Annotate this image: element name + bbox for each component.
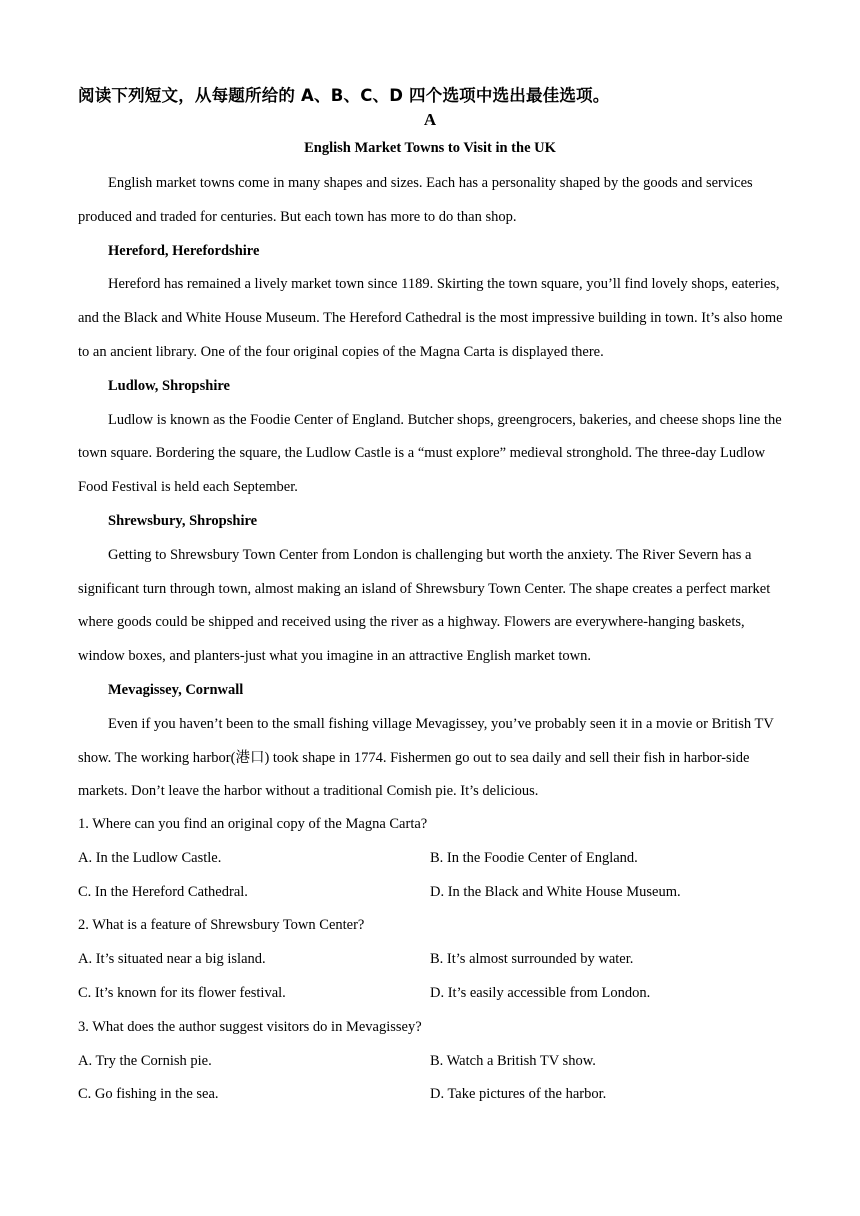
option-row [78,1045,784,1079]
option-c: C. It’s known for its flower festival. [78,984,286,1001]
option-row [78,977,784,1011]
option-d: D. In the Black and White House Museum. [430,883,681,900]
town-paragraph: Getting to Shrewsbury Town Center from London is challenging but worth the anxiety. The River Severn has a significant turn through town, almost making an island of Shrewsbury Town Center. The shape creates a perfect market where goods could be shipped and received using the river as a highway. Flowers are everywhere-hanging baskets, window boxes, and planters-just what you imagine in an attractive English market town. [78,546,771,665]
passage-intro: English market towns come in many shapes and sizes. Each has a personality shaped by the goods and services produced and traded for centuries. But each town has more to do than shop. [78,175,753,225]
section-label: A [423,110,437,129]
option-row [78,1078,784,1112]
option-row [78,876,784,910]
town-heading: Mevagissey, Cornwall [108,681,244,698]
passage-body [78,167,784,809]
town-heading: Shrewsbury, Shropshire [108,512,258,529]
question-list [78,808,784,1112]
option-a: A. Try the Cornish pie. [78,1052,212,1069]
town-heading: Ludlow, Shropshire [108,377,230,394]
option-b: B. Watch a British TV show. [430,1052,596,1069]
question-stem: 2. What is a feature of Shrewsbury Town Center? [78,917,365,934]
option-d: D. It’s easily accessible from London. [430,984,651,1001]
option-row [78,842,784,876]
option-row [78,943,784,977]
option-c: C. In the Hereford Cathedral. [78,883,248,900]
question-stem: 3. What does the author suggest visitors do in Mevagissey? [78,1018,422,1035]
passage-title: English Market Towns to Visit in the UK [304,140,556,156]
option-b: B. It’s almost surrounded by water. [430,951,634,968]
town-paragraph: Ludlow is known as the Foodie Center of England. Butcher shops, greengrocers, bakeries, and cheese shops line the town square. Bordering the square, the Ludlow Castle is a “must explore” medieval stronghold. The three-day Ludlow Food Festival is held each September. [78,411,782,496]
option-b: B. In the Foodie Center of England. [430,849,638,866]
option-d: D. Take pictures of the harbor. [430,1086,607,1103]
option-a: A. In the Ludlow Castle. [78,849,222,866]
instruction-text: 阅读下列短文，从每题所给的 A、B、C、D 四个选项中选出最佳选项。 [78,86,610,105]
town-paragraph: Hereford has remained a lively market town since 1189. Skirting the town square, you’ll find lovely shops, eateries, and the Black and White House Museum. The Hereford Cathedral is the most impressive building in town. It’s also home to an ancient library. One of the four original copies of the Magna Carta is displayed there. [78,276,783,360]
town-paragraph: Even if you haven’t been to the small fishing village Mevagissey, you’ve probably seen it in a movie or British TV show. The working harbor(港口) took shape in 1774. Fishermen go out to sea daily and sell their fish in harbor-side markets. Don’t leave the harbor without a traditional Comish pie. It’s delicious. [78,715,774,800]
option-c: C. Go fishing in the sea. [78,1086,219,1103]
town-heading: Hereford, Herefordshire [108,242,260,259]
option-a: A. It’s situated near a big island. [78,951,266,968]
question-stem: 1. Where can you find an original copy of the Magna Carta? [78,816,428,832]
